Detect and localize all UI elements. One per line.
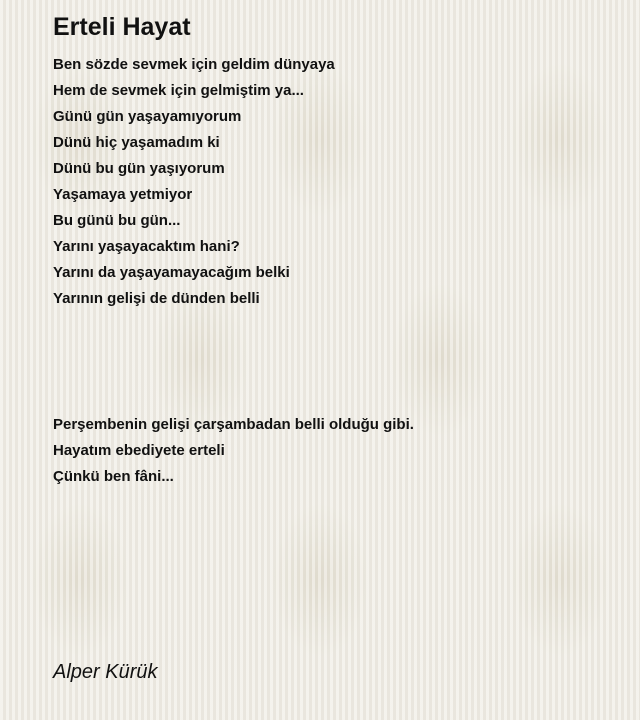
poem-line: Perşembenin gelişi çarşambadan belli olduğu gibi. <box>53 416 414 433</box>
poem-title: Erteli Hayat <box>53 13 191 41</box>
poem-line: Günü gün yaşayamıyorum <box>53 108 242 125</box>
poem-line: Yaşamaya yetmiyor <box>53 186 193 203</box>
poem-line: Bu günü bu gün... <box>53 212 181 229</box>
poem-line: Dünü bu gün yaşıyorum <box>53 160 225 177</box>
poem-line: Çünkü ben fâni... <box>53 468 174 485</box>
poem-author: Alper Kürük <box>53 661 158 683</box>
stanza-2 <box>53 412 414 490</box>
stanza-1 <box>53 52 335 312</box>
poem-line: Yarının gelişi de dünden belli <box>53 290 260 307</box>
poem-line: Dünü hiç yaşamadım ki <box>53 134 220 151</box>
poem-line: Ben sözde sevmek için geldim dünyaya <box>53 56 335 73</box>
poem-line: Hayatım ebediyete erteli <box>53 442 225 459</box>
poem-line: Hem de sevmek için gelmiştim ya... <box>53 82 304 99</box>
poem-line: Yarını da yaşayamayacağım belki <box>53 264 290 281</box>
poem-line: Yarını yaşayacaktım hani? <box>53 238 240 255</box>
